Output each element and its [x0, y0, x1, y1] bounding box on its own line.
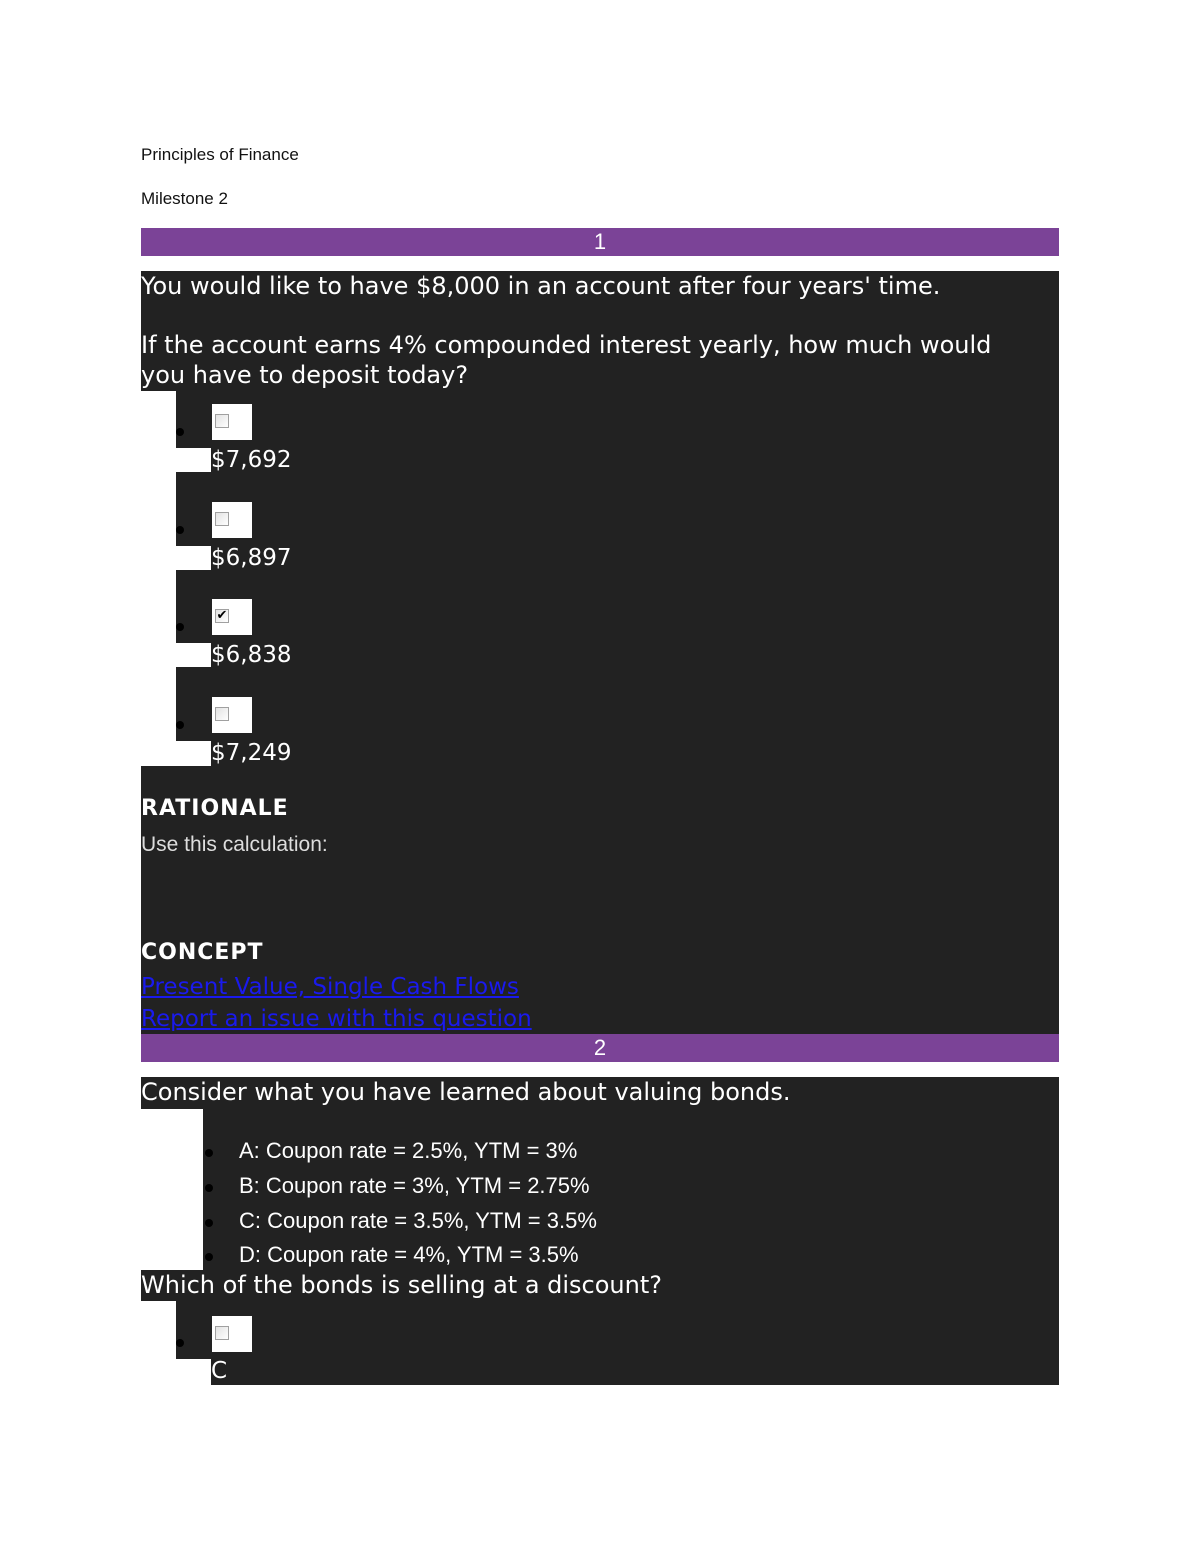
concept-link[interactable]: Present Value, Single Cash Flows	[141, 974, 519, 1000]
question-1-prompt: You would like to have $8,000 in an account after four years' time.	[141, 272, 941, 300]
bond-item: B: Coupon rate = 3%, YTM = 2.75%	[239, 1173, 590, 1198]
bond-bullet	[205, 1219, 213, 1227]
check-mark-icon: ✔	[216, 608, 228, 623]
option-3-checkbox-wrapper	[212, 599, 252, 635]
option-bullet	[176, 1339, 184, 1347]
question-2-text: Which of the bonds is selling at a discount?	[141, 1271, 663, 1299]
list-indent	[141, 391, 176, 766]
option-2-checkbox[interactable]	[215, 512, 229, 526]
report-issue-link[interactable]: Report an issue with this question	[141, 1006, 532, 1032]
bond-list-indent	[141, 1109, 203, 1270]
option-1-checkbox-wrapper	[212, 404, 252, 440]
option-bullet	[176, 623, 184, 631]
concept-heading: CONCEPT	[141, 940, 264, 965]
q2-option-1-checkbox-wrapper	[212, 1316, 252, 1352]
bond-bullet	[205, 1253, 213, 1261]
option-4-checkbox-wrapper	[212, 697, 252, 733]
option-bullet	[176, 526, 184, 534]
bond-item: D: Coupon rate = 4%, YTM = 3.5%	[239, 1242, 579, 1267]
option-1-checkbox[interactable]	[215, 414, 229, 428]
option-2-label[interactable]: $6,897	[211, 545, 292, 571]
question-2-prompt: Consider what you have learned about valuing bonds.	[141, 1078, 791, 1106]
option-4-label[interactable]: $7,249	[211, 740, 292, 766]
option-4-checkbox[interactable]	[215, 707, 229, 721]
option-1-label[interactable]: $7,692	[211, 447, 292, 473]
bond-bullet	[205, 1149, 213, 1157]
question-1-number-bar: 1	[141, 228, 1059, 256]
option-3-checkbox[interactable]	[215, 609, 229, 623]
document-subtitle: Milestone 2	[141, 189, 228, 208]
bond-item: C: Coupon rate = 3.5%, YTM = 3.5%	[239, 1208, 597, 1233]
option-bullet	[176, 721, 184, 729]
list-indent	[141, 1301, 176, 1385]
q2-option-1-checkbox[interactable]	[215, 1326, 229, 1340]
bond-item: A: Coupon rate = 2.5%, YTM = 3%	[239, 1138, 578, 1163]
option-3-label[interactable]: $6,838	[211, 642, 292, 668]
question-1-panel	[141, 271, 1059, 1034]
option-bullet	[176, 428, 184, 436]
bond-bullet	[205, 1184, 213, 1192]
question-1-prompt-line-2: If the account earns 4% compounded interest yearly, how much would	[141, 331, 992, 359]
question-2-number-bar: 2	[141, 1034, 1059, 1062]
q2-option-1-label[interactable]: C	[211, 1358, 228, 1384]
rationale-text: Use this calculation:	[141, 833, 328, 856]
option-2-checkbox-wrapper	[212, 502, 252, 538]
rationale-heading: RATIONALE	[141, 796, 289, 821]
question-2-panel	[141, 1077, 1059, 1385]
question-1-prompt-line-3: you have to deposit today?	[141, 361, 469, 389]
document-title: Principles of Finance	[141, 145, 299, 164]
